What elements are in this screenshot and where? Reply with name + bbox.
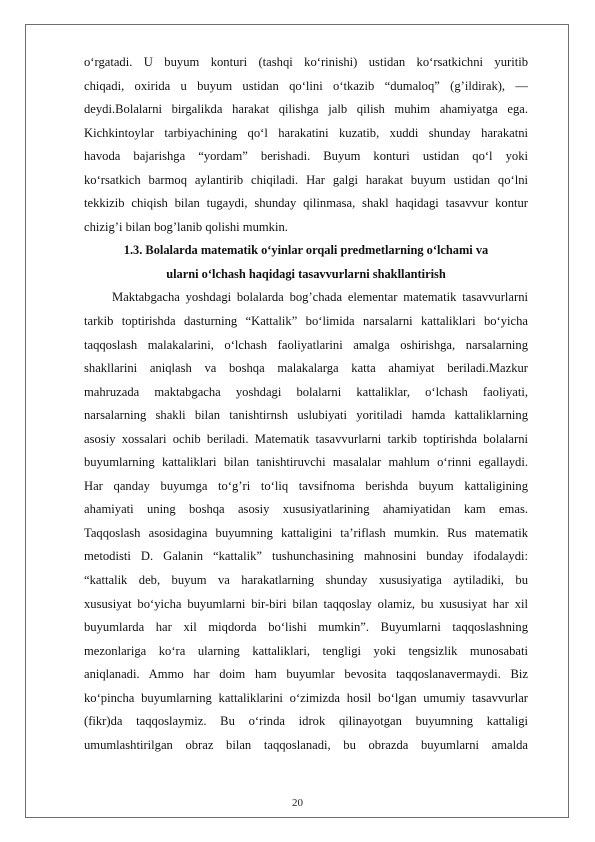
intro-paragraph bbox=[84, 51, 528, 239]
text-line: tekkizib chiqish bilan tugaydi, shunday qilinmasa, shakl haqidagi tasavvur kontur bbox=[84, 196, 528, 211]
text-line: taqqoslash malakalarini, o‘lchash faoliyatlarini amalga oshirishga, narsalarning bbox=[84, 337, 528, 352]
text-line: havoda bajarishga “yordam” berishadi. Buyum konturi ustidan qo‘l yoki bbox=[84, 149, 528, 164]
text-line: (fikr)da taqqoslaymiz. Bu o‘rinda idrok qilinayotgan buyumning kattaligi bbox=[84, 714, 528, 729]
text-line: ahamiyati uning boshqa asosiy xususiyatlarining ahamiyatidan kam emas. bbox=[84, 502, 528, 517]
document-body bbox=[84, 51, 528, 757]
text-line: chiqadi, oxirida u buyum ustidan qo‘lini o‘tkazib “dumaloq” (g’ildirak), — bbox=[84, 78, 528, 93]
text-line: ko‘pincha buyumlarning kattaliklarini o‘zimizda hosil bo‘lgan umumiy tasavvurlar bbox=[84, 690, 528, 705]
text-line: Kichkintoylar tarbiyachining qo‘l harakatini kuzatib, xuddi shunday harakatni bbox=[84, 125, 528, 140]
page-number: 20 bbox=[292, 797, 303, 809]
text-line: buyumlarda har xil miqdorda bo‘lishi mumkin”. Buyumlarni taqqoslashning bbox=[84, 620, 528, 635]
text-line: Har qanday buyumga to‘g’ri to‘liq tavsifnoma berishda buyum kattaligining bbox=[84, 478, 528, 493]
text-line: asosiy xossalari ochib beriladi. Matematik tasavvurlarni tarkib toptirishda bolalarni bbox=[84, 431, 528, 446]
text-line: metodisti D. Galanin “kattalik” tushunchasining mahnosini bunday ifodalaydi: bbox=[84, 549, 528, 564]
text-line: buyumlarning kattaliklari bilan tanishtiruvchi masalalar mahlum o‘rinni egallaydi. bbox=[84, 455, 528, 470]
text-line: aniqlanadi. Ammo har doim ham buyumlar bevosita taqqoslanavermaydi. Biz bbox=[84, 667, 528, 682]
text-line: ko‘rsatkich barmoq aylantirib chiqiladi. Har galgi harakat buyum ustidan qo‘lni bbox=[84, 172, 528, 187]
main-paragraph bbox=[84, 286, 528, 757]
text-line: umumlashtirilgan obraz bilan taqqoslanadi, bu obrazda buyumlarni amalda bbox=[84, 737, 528, 752]
text-line: o‘rgatadi. U buyum konturi (tashqi ko‘rinishi) ustidan ko‘rsatkichni yuritib bbox=[84, 55, 528, 69]
text-line: chizig’i bilan bog’lanib qolishi mumkin. bbox=[84, 219, 288, 234]
text-line: xususiyat bo‘yicha buyumlarni bir-biri bilan taqqoslay olamiz, bu xususiyat har xil bbox=[84, 596, 528, 611]
text-line: shakllarini aniqlash va boshqa malakalarga katta ahamiyat beriladi.Mazkur bbox=[84, 361, 528, 376]
text-line: deydi.Bolalarni birgalikda harakat qilishga jalb qilish muhim ahamiyatga ega. bbox=[84, 102, 528, 117]
section-heading: 1.3. Bolalarda matematik o‘yinlar orqali predmetlarning o‘lchami va bbox=[123, 243, 489, 258]
text-line: narsalarning shakli bilan tanishtirnsh uslubiyati yoritiladi hamda kattaliklarning bbox=[84, 408, 528, 423]
text-line: Maktabgacha yoshdagi bolalarda bog’chada elementar matematik tasavvurlarni bbox=[112, 290, 528, 305]
text-line: Taqqoslash asosidagina buyumning kattaligini ta’riflash mumkin. Rus matematik bbox=[84, 525, 528, 540]
section-heading-continued: ularni o‘lchash haqidagi tasavvurlarni shakllantirish bbox=[166, 266, 446, 281]
text-line: mezonlariga ko‘ra ularning kattaliklari, tengligi yoki tengsizlik munosabati bbox=[84, 643, 528, 658]
text-line: mahruzada maktabgacha yoshdagi bolalarni kattaliklar, o‘lchash faoliyati, bbox=[84, 384, 528, 399]
text-line: “kattalik deb, buyum va harakatlarning shunday xususiyatiga aytiladiki, bu bbox=[84, 573, 528, 588]
text-line: tarkib toptirishda dasturning “Kattalik” bo‘limida narsalarni kattaliklari bo‘yicha bbox=[84, 314, 528, 329]
